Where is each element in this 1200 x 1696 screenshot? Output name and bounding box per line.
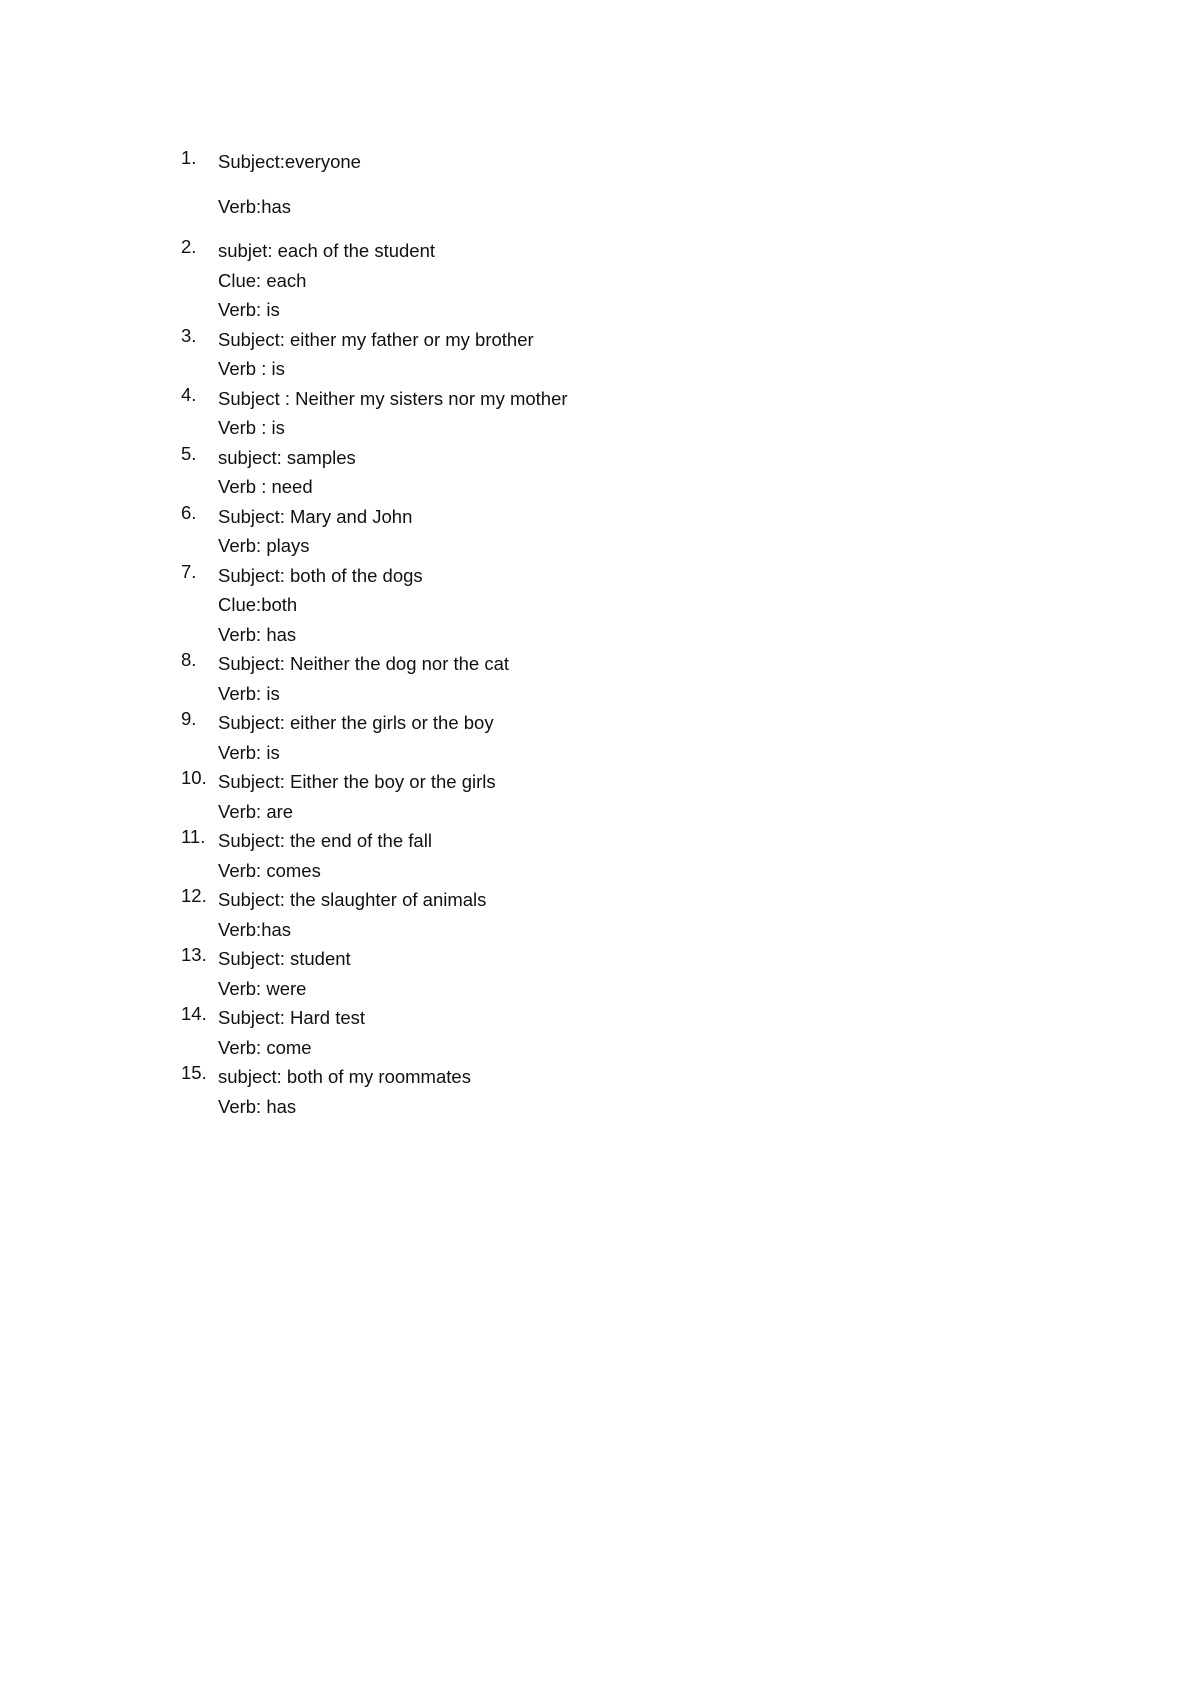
list-item bbox=[181, 561, 568, 650]
detail-line: Verb: were bbox=[218, 977, 307, 999]
item-number: 7. bbox=[181, 560, 197, 582]
item-number: 6. bbox=[181, 501, 197, 523]
detail-line: Verb: come bbox=[218, 1036, 312, 1058]
detail-line: Verb:has bbox=[218, 195, 292, 217]
subject-line: Subject: Hard test bbox=[218, 1007, 366, 1028]
subject-line: Subject: Mary and John bbox=[218, 505, 413, 527]
item-number: 3. bbox=[181, 324, 197, 346]
subject-line: subject: both of my roommates bbox=[218, 1066, 471, 1087]
detail-line: Clue:both bbox=[218, 594, 298, 615]
item-number: 5. bbox=[181, 442, 197, 464]
subject-line: Subject: the slaughter of animals bbox=[218, 889, 487, 910]
subject-line: Subject: either my father or my brother bbox=[218, 328, 534, 350]
detail-line: Verb : need bbox=[218, 476, 313, 497]
item-number: 1. bbox=[181, 147, 197, 168]
list-item bbox=[181, 649, 568, 708]
item-number: 14. bbox=[181, 1003, 207, 1024]
list-item bbox=[181, 502, 568, 561]
list-item bbox=[181, 1003, 568, 1062]
detail-line: Verb: comes bbox=[218, 859, 321, 881]
answer-list bbox=[181, 147, 568, 1121]
list-item bbox=[181, 384, 568, 443]
subject-line: subjet: each of the student bbox=[218, 240, 436, 261]
detail-line: Verb: has bbox=[218, 1095, 297, 1117]
subject-line: Subject: the end of the fall bbox=[218, 830, 432, 851]
list-item bbox=[181, 325, 568, 384]
detail-line: Verb: plays bbox=[218, 535, 310, 556]
subject-line: Subject : Neither my sisters nor my mother bbox=[218, 387, 568, 409]
detail-line: Verb: are bbox=[218, 800, 294, 822]
list-item bbox=[181, 147, 568, 221]
item-number: 9. bbox=[181, 708, 197, 729]
subject-line: Subject: Either the boy or the girls bbox=[218, 771, 496, 792]
list-item bbox=[181, 1062, 568, 1121]
list-item bbox=[181, 236, 568, 325]
list-item bbox=[181, 708, 568, 767]
detail-line: Clue: each bbox=[218, 269, 307, 291]
subject-line: Subject: either the girls or the boy bbox=[218, 712, 494, 733]
item-number: 4. bbox=[181, 383, 197, 405]
list-item bbox=[181, 767, 568, 826]
detail-line: Verb:has bbox=[218, 918, 292, 940]
item-number: 12. bbox=[181, 885, 207, 906]
list-item bbox=[181, 826, 568, 885]
detail-line: Verb: is bbox=[218, 299, 280, 320]
item-number: 2. bbox=[181, 236, 197, 257]
detail-line: Verb: is bbox=[218, 741, 280, 763]
list-item bbox=[181, 885, 568, 944]
subject-line: Subject: Neither the dog nor the cat bbox=[218, 653, 510, 674]
subject-line: Subject: both of the dogs bbox=[218, 564, 423, 586]
list-item bbox=[181, 443, 568, 502]
detail-line: Verb: has bbox=[218, 623, 297, 645]
subject-line: subject: samples bbox=[218, 446, 356, 468]
detail-line: Verb : is bbox=[218, 417, 285, 438]
item-number: 15. bbox=[181, 1062, 207, 1083]
detail-line: Verb : is bbox=[218, 358, 285, 379]
subject-line: Subject:everyone bbox=[218, 151, 361, 172]
detail-line: Verb: is bbox=[218, 682, 280, 704]
item-number: 13. bbox=[181, 944, 207, 965]
item-number: 10. bbox=[181, 767, 207, 788]
list-item bbox=[181, 944, 568, 1003]
item-number: 11. bbox=[181, 826, 206, 847]
subject-line: Subject: student bbox=[218, 948, 351, 969]
item-number: 8. bbox=[181, 649, 197, 670]
